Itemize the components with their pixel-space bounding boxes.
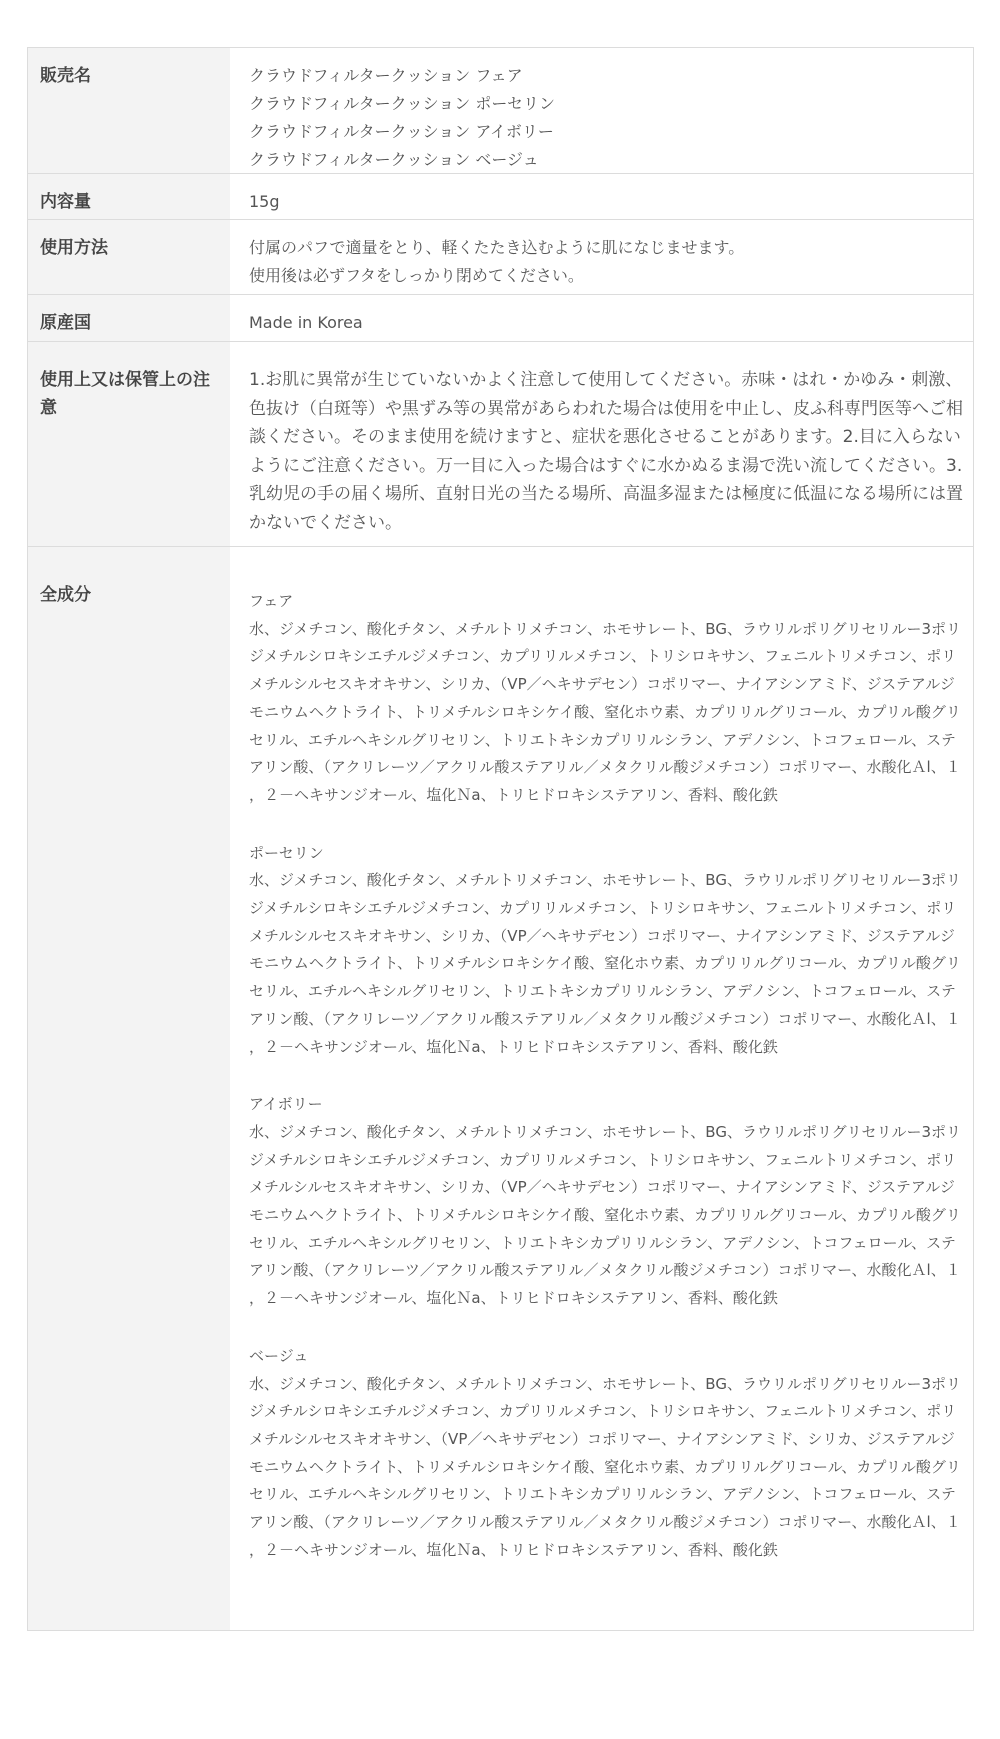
shade-name: ポーセリン	[249, 843, 324, 862]
ingredient-list: 水、ジメチコン、酸化チタン、メチルトリメチコン、ホモサレート、BG、ラウリルポリグリセリルー3ポリジメチルシロキシエチルジメチコン、カプリリルメチコン、トリシロキサン、フェニルトリメチコン、ポリメチルシルセスキオキサン、シリカ、（VP／ヘキサデセン）コポリマー、ナイアシンアミド、ジステアルジモニウムヘクトライト、トリメチルシロキシケイ酸、窒化ホウ素、カプリリルグリコール、カプリル酸グリセリル、エチルヘキシルグリセリン、トリエトキシカプリリルシラン、アデノシン、トコフェロール、ステアリン酸、（アクリレーツ／アクリル酸ステアリル／メタクリル酸ジメチコン）コポリマー、水酸化Ａl、１，２－ヘキサンジオール、塩化Ｎa、トリヒドロキシステアリン、香料、酸化鉄	[249, 619, 962, 804]
shade-name: アイボリー	[249, 1095, 323, 1114]
ingredients-value	[230, 547, 973, 1630]
product-name-line: クラウドフィルタークッション アイボリー	[249, 122, 554, 141]
volume-label: 内容量	[28, 174, 230, 219]
shade-name: ベージュ	[249, 1346, 309, 1365]
origin-value	[230, 295, 973, 341]
ingredient-block-porcelain	[249, 840, 963, 1062]
ingredient-block-beige	[249, 1343, 963, 1565]
volume-text: 15g	[249, 192, 280, 211]
ingredients-label: 全成分	[28, 547, 230, 1630]
spec-row-product-name	[28, 48, 973, 174]
product-name-line: クラウドフィルタークッション ベージュ	[249, 150, 539, 169]
usage-value	[230, 220, 973, 294]
usage-line: 付属のパフで適量をとり、軽くたたき込むように肌になじませます。	[249, 238, 745, 257]
spec-row-usage	[28, 220, 973, 295]
spec-row-ingredients	[28, 547, 973, 1630]
usage-line: 使用後は必ずフタをしっかり閉めてください。	[249, 266, 584, 285]
spec-row-caution	[28, 342, 973, 547]
caution-text: 1.お肌に異常が生じていないかよく注意して使用してください。赤味・はれ・かゆみ・刺激、色抜け（白斑等）や黒ずみ等の異常があらわれた場合は使用を中止し、皮ふ科専門医等へご相談ください。そのまま使用を続けますと、症状を悪化させることがあります。2.目に入らないようにご注意ください。万一目に入った場合はすぐに水かぬるま湯で洗い流してください。3.乳幼児の手の届く場所、直射日光の当たる場所、高温多湿または極度に低温になる場所には置かないでください。	[249, 370, 963, 533]
product-name-label: 販売名	[28, 48, 230, 173]
product-name-value	[230, 48, 973, 173]
ingredient-block-fair	[249, 588, 963, 810]
usage-label: 使用方法	[28, 220, 230, 294]
product-name-line: クラウドフィルタークッション ポーセリン	[249, 94, 556, 113]
ingredient-list: 水、ジメチコン、酸化チタン、メチルトリメチコン、ホモサレート、BG、ラウリルポリグリセリルー3ポリジメチルシロキシエチルジメチコン、カプリリルメチコン、トリシロキサン、フェニルトリメチコン、ポリメチルシルセスキオキサン、シリカ、（VP／ヘキサデセン）コポリマー、ナイアシンアミド、ジステアルジモニウムヘクトライト、トリメチルシロキシケイ酸、窒化ホウ素、カプリリルグリコール、カプリル酸グリセリル、エチルヘキシルグリセリン、トリエトキシカプリリルシラン、アデノシン、トコフェロール、ステアリン酸、（アクリレーツ／アクリル酸ステアリル／メタクリル酸ジメチコン）コポリマー、水酸化Ａl、１，２－ヘキサンジオール、塩化Ｎa、トリヒドロキシステアリン、香料、酸化鉄	[249, 871, 962, 1056]
product-spec-table	[27, 47, 974, 1631]
ingredient-block-ivory	[249, 1091, 963, 1313]
caution-label: 使用上又は保管上の注意	[28, 342, 230, 546]
spec-row-volume	[28, 174, 973, 220]
product-name-line: クラウドフィルタークッション フェア	[249, 66, 523, 85]
volume-value	[230, 174, 973, 219]
ingredient-list: 水、ジメチコン、酸化チタン、メチルトリメチコン、ホモサレート、BG、ラウリルポリグリセリルー3ポリジメチルシロキシエチルジメチコン、カプリリルメチコン、トリシロキサン、フェニルトリメチコン、ポリメチルシルセスキオキサン、シリカ、（VP／ヘキサデセン）コポリマー、ナイアシンアミド、ジステアルジモニウムヘクトライト、トリメチルシロキシケイ酸、窒化ホウ素、カプリリルグリコール、カプリル酸グリセリル、エチルヘキシルグリセリン、トリエトキシカプリリルシラン、アデノシン、トコフェロール、ステアリン酸、（アクリレーツ／アクリル酸ステアリル／メタクリル酸ジメチコン）コポリマー、水酸化Ａl、１，２－ヘキサンジオール、塩化Ｎa、トリヒドロキシステアリン、香料、酸化鉄	[249, 1122, 962, 1308]
shade-name: フェア	[249, 592, 294, 610]
origin-label: 原産国	[28, 295, 230, 341]
ingredient-list: 水、ジメチコン、酸化チタン、メチルトリメチコン、ホモサレート、BG、ラウリルポリグリセリルー3ポリジメチルシロキシエチルジメチコン、カプリリルメチコン、トリシロキサン、フェニルトリメチコン、ポリメチルシルセスキオキサン、（VP／ヘキサデセン）コポリマー、ナイアシンアミド、シリカ、ジステアルジモニウムヘクトライト、トリメチルシロキシケイ酸、窒化ホウ素、カプリリルグリコール、カプリル酸グリセリル、エチルヘキシルグリセリン、トリエトキシカプリリルシラン、アデノシン、トコフェロール、ステアリン酸、（アクリレーツ／アクリル酸ステアリル／メタクリル酸ジメチコン）コポリマー、水酸化Ａl、１，２－ヘキサンジオール、塩化Ｎa、トリヒドロキシステアリン、香料、酸化鉄	[249, 1374, 962, 1559]
origin-text: Made in Korea	[249, 313, 363, 332]
caution-value	[230, 342, 973, 546]
spec-row-origin	[28, 295, 973, 342]
